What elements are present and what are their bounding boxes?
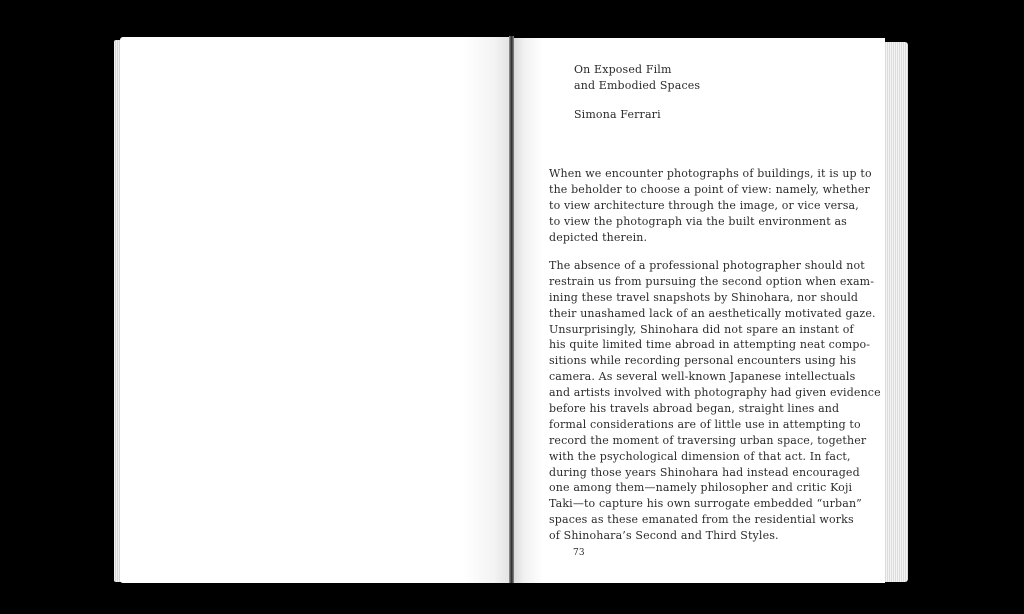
text-line: the beholder to choose a point of view: namely, whether (549, 182, 870, 196)
text-line: during those years Shinohara had instead encouraged (549, 465, 860, 479)
text-line: one among them—namely philosopher and critic Koji (549, 481, 853, 495)
article-title (574, 62, 700, 94)
right-page-edges (882, 42, 908, 582)
text-line: Unsurprisingly, Shinohara did not spare an instant of (549, 322, 854, 336)
title-line-2: and Embodied Spaces (574, 79, 701, 92)
text-line: When we encounter photographs of buildings, it is up to (549, 167, 872, 180)
text-line: formal considerations are of little use in attempting to (549, 417, 861, 431)
text-line: record the moment of traversing urban space, together (549, 433, 867, 447)
text-line: with the psychological dimension of that act. In fact, (549, 449, 851, 463)
author-name: Simona Ferrari (574, 108, 661, 121)
body-paragraph-1 (549, 166, 872, 245)
text-line: The absence of a professional photographer should not (549, 259, 865, 272)
text-line: spaces as these emanated from the residential works (549, 513, 854, 527)
page-number: 73 (573, 548, 585, 558)
text-line: sitions while recording personal encounters using his (549, 354, 857, 368)
text-line: depicted therein. (549, 230, 648, 244)
text-line: and artists involved with photography had given evidence (549, 386, 881, 400)
book-gutter (509, 36, 514, 583)
text-line: Taki—to capture his own surrogate embedded “urban” (549, 497, 862, 511)
text-line: restrain us from pursuing the second option when exam- (549, 274, 875, 288)
text-line: before his travels abroad began, straight lines and (549, 402, 840, 416)
title-line-1: On Exposed Film (574, 63, 672, 76)
text-line: their unashamed lack of an aesthetically motivated gaze. (549, 306, 876, 320)
body-paragraph-2 (549, 258, 881, 544)
text-line: ining these travel snapshots by Shinohara, nor should (549, 290, 859, 304)
text-line: his quite limited time abroad in attempting neat compo- (549, 338, 871, 352)
text-line: camera. As several well-known Japanese intellectuals (549, 370, 856, 384)
text-line: to view architecture through the image, or vice versa, (549, 198, 859, 212)
text-line: to view the photograph via the built environment as (549, 214, 847, 228)
left-page-blank (120, 37, 510, 583)
text-line: of Shinohara’s Second and Third Styles. (549, 529, 779, 543)
